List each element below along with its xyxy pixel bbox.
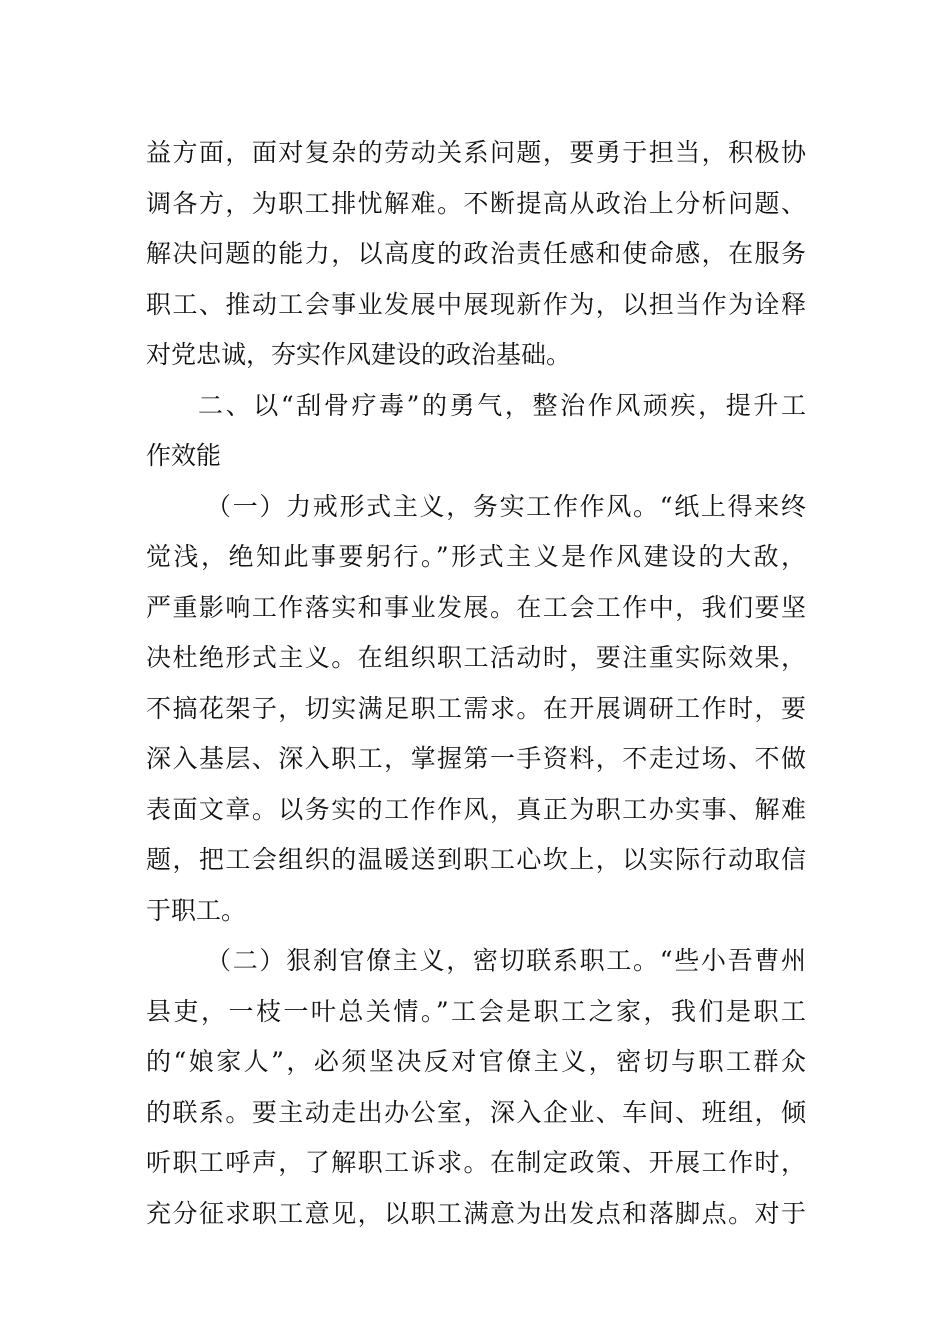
text-line: 听职工呼声，了解职工诉求。在制定政策、开展工作时， [146, 1148, 806, 1177]
text-line: 深入基层、深入职工，掌握第一手资料，不走过场、不做 [146, 744, 806, 773]
text-line: 作效能 [146, 441, 222, 470]
text-line: 解决问题的能力，以高度的政治责任感和使命感，在服务 [146, 239, 806, 268]
text-line: 于职工。 [146, 895, 247, 925]
text-line: 严重影响工作落实和事业发展。在工会工作中，我们要坚 [146, 592, 806, 622]
text-line: 题，把工会组织的温暖送到职工心坎上，以实际行动取信 [146, 845, 806, 874]
paragraph [146, 128, 806, 381]
section-heading [146, 381, 806, 482]
paragraph [146, 936, 806, 1239]
text-line: 的“娘家人”，必须坚决反对官僚主义，密切与职工群众 [146, 1047, 806, 1076]
text-line: 职工、推动工会事业发展中展现新作为，以担当作为诠释 [146, 289, 806, 319]
text-line: 不搞花架子，切实满足职工需求。在开展调研工作时，要 [146, 693, 806, 723]
text-line: 二、以“刮骨疗毒”的勇气，整治作风顽疾，提升工 [198, 390, 806, 420]
text-line: 决杜绝形式主义。在组织职工活动时，要注重实际效果， [146, 643, 806, 672]
text-line: （一）力戒形式主义，务实工作作风。“纸上得来终 [206, 491, 806, 521]
text-line: 县吏，一枝一叶总关情。”工会是职工之家，我们是职工 [146, 996, 806, 1026]
text-line: （二）狠刹官僚主义，密切联系职工。“些小吾曹州 [206, 946, 806, 975]
text-line: 觉浅，绝知此事要躬行。”形式主义是作风建设的大敌， [146, 542, 806, 571]
text-line: 的联系。要主动走出办公室，深入企业、车间、班组，倾 [146, 1097, 806, 1127]
text-line: 调各方，为职工排忧解难。不断提高从政治上分析问题、 [146, 188, 806, 218]
text-line: 表面文章。以务实的工作作风，真正为职工办实事、解难 [146, 794, 806, 824]
text-line: 益方面，面对复杂的劳动关系问题，要勇于担当，积极协 [146, 138, 806, 167]
text-line: 充分征求职工意见，以职工满意为出发点和落脚点。对于 [146, 1198, 806, 1228]
paragraph [146, 482, 806, 937]
text-line: 对党忠诚，夯实作风建设的政治基础。 [146, 340, 572, 369]
document-body [146, 128, 806, 1239]
